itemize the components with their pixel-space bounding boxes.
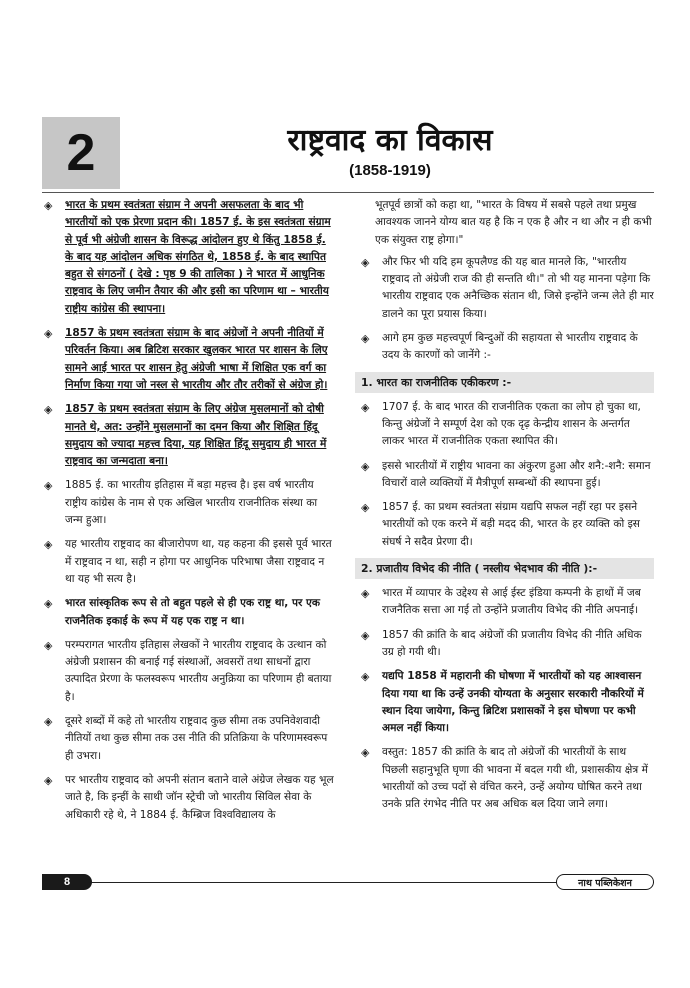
diamond-bullet-icon: ◈ xyxy=(44,538,53,552)
diamond-bullet-icon: ◈ xyxy=(44,638,53,652)
diamond-bullet-icon: ◈ xyxy=(44,403,53,417)
section-heading: 1. भारत का राजनीतिक एकीकरण :- xyxy=(355,372,654,393)
page-number: 8 xyxy=(42,874,92,890)
page-footer xyxy=(42,874,654,890)
chapter-title: राष्ट्रवाद का विकास xyxy=(287,123,493,158)
left-column xyxy=(40,197,335,831)
list-item: ◈ 1857 ई. का प्रथम स्वतंत्रता संग्राम यद्यपि सफल नहीं रहा पर इसने भारतीयों को एक करने में बड़ी मदद की, भारत के हर व्यक्ति को इस संघर्ष ने सदैव प्रेरणा दी। xyxy=(361,501,640,548)
list-item: ◈ 1857 के प्रथम स्वतंत्रता संग्राम के बाद अंग्रेजों ने अपनी नीतियों में परिवर्तन किया। अब ब्रिटिश सरकार खुलकर भारत पर शासन के लिए सामने आई भारत पर शासन हेतु अंग्रेजी भाषा में शिक्षित एक वर्ग का निर्माण किया गया जो नस्ल से भारतीय और तौर तरीकों से अंग्रेज हो। xyxy=(44,327,328,391)
right-column xyxy=(357,197,654,821)
list-item: ◈ 1857 की क्रांति के बाद अंग्रेजों की प्रजातीय विभेद की नीति अधिक उग्र हो गयी थी। xyxy=(361,628,642,658)
diamond-bullet-icon: ◈ xyxy=(44,773,53,787)
list-item: ◈ इससे भारतीयों में राष्ट्रीय भावना का अंकुरण हुआ और शनै:-शनै: समान विचारों वाले व्यक्तियों में मैत्रीपूर्ण सम्बन्धों की स्थापना हुई। xyxy=(361,459,651,489)
list-item: ◈ वस्तुत: 1857 की क्रांति के बाद तो अंग्रेजों की भारतीयों के साथ पिछली सहानुभूति घृणा की भावना में बदल गयी थी, प्रशासकीय क्षेत्र में भारतीयों को उच्च पदों से वंचित करने, उन्हें अयोग्य घोषित करने तथा उनके प्रति रंगभेद नीति पर अब अधिक बल दिया जाने लगा। xyxy=(361,746,648,811)
list-item: ◈ यह भारतीय राष्ट्रवाद का बीजारोपण था, यह कहना की इससे पूर्व भारत में राष्ट्रवाद न था, सही न होगा पर आधुनिक परिभाषा जैसा राष्ट्रवाद न था यह भी सत्य है। xyxy=(44,538,332,585)
list-item: ◈ परम्परागत भारतीय इतिहास लेखकों ने भारतीय राष्ट्रवाद के उत्थान को अंग्रेजी प्रशासन की बनाई गई संस्थाओं, अवसरों तथा साधनों द्वारा उत्पादित प्रेरणा के फलस्वरूप भारतीय अनुक्रिया का परिणाम ही बताया है। xyxy=(44,638,332,703)
list-item: ◈ भारत के प्रथम स्वतंत्रता संग्राम ने अपनी असफलता के बाद भी भारतीयों को एक प्रेरणा प्रदान की। 1857 ई. के इस स्वतंत्रता संग्राम से पूर्व भी अंग्रेजी शासन के विरूद्ध आंदोलन हुए थे किंतु 1858 ई. के बाद यह आंदोलन अधिक संगठित थे, 1858 ई. के बाद स्थापित बहुत से संगठनों ( देखे : पृष्ठ 9 की तालिका ) ने भारत में आधुनिक राष्ट्रवाद के लिए जमीन तैयार की और इसी का परिणाम था – भारतीय राष्ट्रीय कांग्रेस की स्थापना। xyxy=(44,199,331,315)
diamond-bullet-icon: ◈ xyxy=(361,459,370,473)
chapter-number: 2 xyxy=(66,124,96,182)
list-item: ◈ यद्यपि 1858 में महारानी की घोषणा में भारतीयों को यह आश्वासन दिया गया था कि उन्हें उनकी योग्यता के अनुसार सरकारी नौकरियों में स्थान दिया जायेगा, किन्तु ब्रिटिश प्रशासकों ने इस घोषणा पर कभी अमल नहीं किया। xyxy=(361,670,644,735)
section-heading: 2. प्रजातीय विभेद की नीति ( नस्लीय भेदभाव की नीति ):- xyxy=(355,558,654,579)
list-item: ◈ भारत में व्यापार के उद्देश्य से आई ईस्ट इंडिया कम्पनी के हाथों में जब राजनैतिक सत्ता आ गई तो उन्होंने प्रजातीय विभेद की नीति अपनाई। xyxy=(361,587,641,617)
publisher-name: नाथ पब्लिकेशन xyxy=(556,874,654,890)
diamond-bullet-icon: ◈ xyxy=(361,587,370,601)
diamond-bullet-icon: ◈ xyxy=(44,479,53,493)
list-item: ◈ और फिर भी यदि हम कूपलैण्ड की यह बात मानले कि, "भारतीय राष्ट्रवाद तो अंग्रेजी राज की ही सन्तति थी।" तो भी यह मानना पड़ेगा कि भारतीय राष्ट्रवाद एक अनैच्छिक संतान थी, जिसे इन्होंने जन्म लेते ही मार डालने का पूरा प्रयास किया। xyxy=(361,255,654,320)
diamond-bullet-icon: ◈ xyxy=(44,715,53,729)
continuation-paragraph: भूतपूर्व छात्रों को कहा था, "भारत के विषय में सबसे पहले तथा प्रमुख आवश्यक जानने योग्य बात यह है कि न एक है और न था और न ही कभी एक संयुक्त राष्ट्र होगा।" xyxy=(375,199,652,246)
list-item: ◈ पर भारतीय राष्ट्रवाद को अपनी संतान बताने वाले अंग्रेज लेखक यह भूल जाते है, कि इन्हीं के साथी जॉन स्ट्रेची जो भारतीय सिविल सेवा के अधिकारी रहे थे, ने 1884 ई. कैम्ब्रिज विश्वविद्यालय के xyxy=(44,773,334,821)
diamond-bullet-icon: ◈ xyxy=(361,332,370,346)
diamond-bullet-icon: ◈ xyxy=(361,746,370,760)
diamond-bullet-icon: ◈ xyxy=(361,501,370,515)
list-item: ◈ दूसरे शब्दों में कहे तो भारतीय राष्ट्रवाद कुछ सीमा तक उपनिवेशवादी नीतियों तथा कुछ सीमा तक उस नीति की प्रतिक्रिया के परिणामस्वरूप ही उभरा। xyxy=(44,715,328,762)
header-rule xyxy=(42,192,654,193)
list-item: ◈ भारत सांस्कृतिक रूप से तो बहुत पहले से ही एक राष्ट्र था, पर एक राजनैतिक इकाई के रूप में यह एक राष्ट्र न था। xyxy=(44,597,320,627)
chapter-subtitle: (1858-1919) xyxy=(349,162,431,179)
diamond-bullet-icon: ◈ xyxy=(361,400,370,414)
diamond-bullet-icon: ◈ xyxy=(361,255,370,269)
diamond-bullet-icon: ◈ xyxy=(361,628,370,642)
list-item: ◈ 1707 ई. के बाद भारत की राजनीतिक एकता का लोप हो चुका था, किन्तु अंग्रेजों ने सम्पूर्ण देश को एक दृढ़ केन्द्रीय शासन के अन्तर्गत लाकर भारत में राजनीतिक एकता स्थापित की। xyxy=(361,400,641,448)
list-item: ◈ 1885 ई. का भारतीय इतिहास में बड़ा महत्त्व है। इस वर्ष भारतीय राष्ट्रीय कांग्रेस के नाम से एक अखिल भारतीय राजनीतिक संस्था का जन्म हुआ। xyxy=(44,479,318,527)
diamond-bullet-icon: ◈ xyxy=(44,199,53,212)
list-item: ◈ आगे हम कुछ महत्त्वपूर्ण बिन्दुओं की सहायता से भारतीय राष्ट्रवाद के उदय के कारणों को जानेंगे :- xyxy=(361,332,638,362)
diamond-bullet-icon: ◈ xyxy=(44,327,53,341)
chapter-number-box xyxy=(42,117,120,189)
diamond-bullet-icon: ◈ xyxy=(44,597,53,611)
diamond-bullet-icon: ◈ xyxy=(361,670,370,684)
list-item: ◈ 1857 के प्रथम स्वतंत्रता संग्राम के लिए अंग्रेज मुसलमानों को दोषी मानते थे, अत: उन्होंने मुसलमानों का दमन किया और शिक्षित हिंदू समुदाय को ज्यादा महत्त्व दिया, यह शिक्षित हिंदू समुदाय ही भारत में राष्ट्रवाद का जन्मदाता बना। xyxy=(44,403,327,468)
